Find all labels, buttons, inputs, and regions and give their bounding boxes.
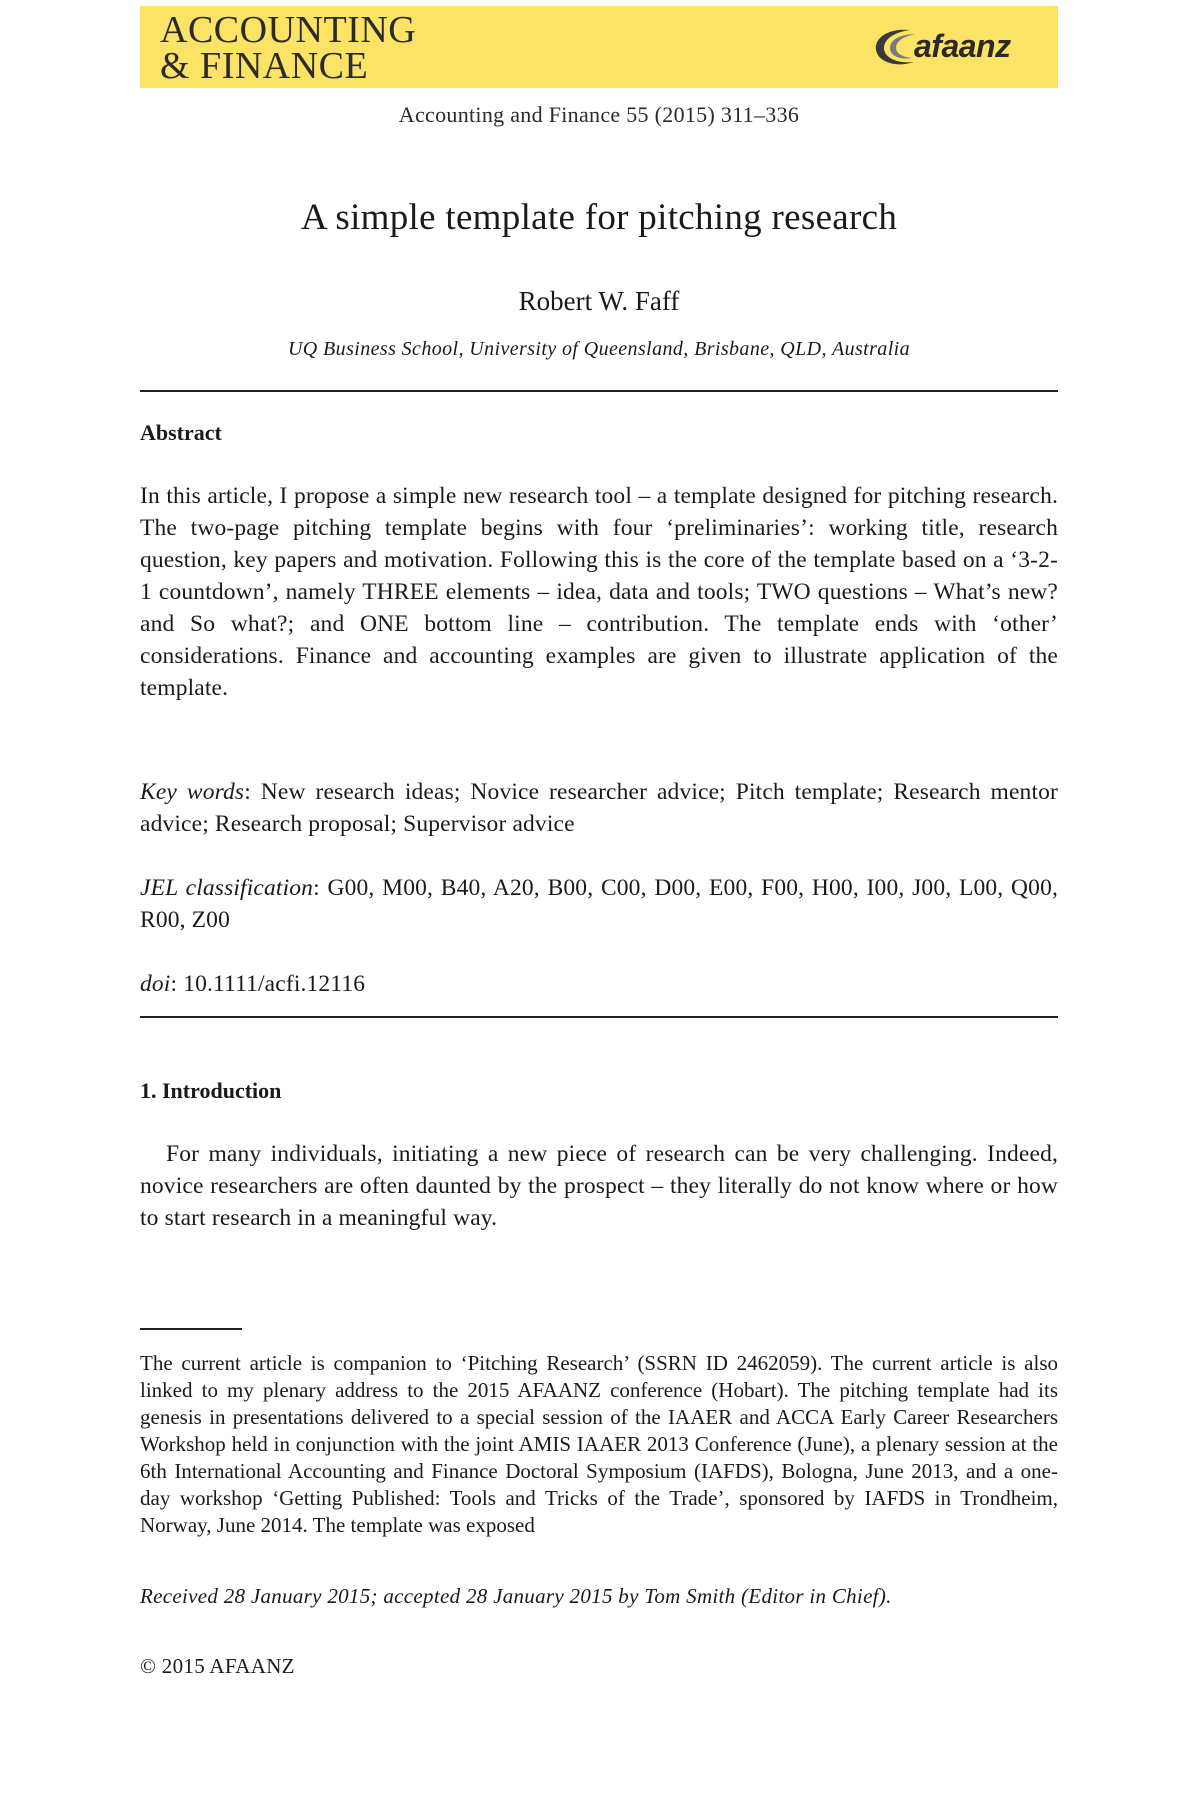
top-divider xyxy=(140,390,1058,392)
footnote: The current article is companion to ‘Pitching Research’ (SSRN ID 2462059). The current article is also linked to my plenary address to the 2015 AFAANZ conference (Hobart). The pitching template had its genesis in presentations delivered to a special session of the IAAER and ACCA Early Career Researchers Workshop held in conjunction with the joint AMIS IAAER 2013 Conference (June), a plenary session at the 6th International Accounting and Finance Doctoral Symposium (IAFDS), Bologna, June 2013, and a one-day workshop ‘Getting Published: Tools and Tricks of the Trade’, sponsored by IAFDS in Trondheim, Norway, June 2014. The template was exposed xyxy=(140,1351,1058,1537)
abstract-text: In this article, I propose a simple new research tool – a template designed for pitching research. The two-page pitching template begins with four ‘preliminaries’: working title, research question, key papers and motivation. Following this is the core of the template based on a ‘3-2-1 countdown’, namely THREE elements – idea, data and tools; TWO questions – What’s new? and So what?; and ONE bottom line – contribution. The template ends with ‘other’ considerations. Finance and accounting examples are given to illustrate application of the template. xyxy=(140,483,1058,701)
copyright: © 2015 AFAANZ xyxy=(140,1654,295,1678)
journal-banner xyxy=(140,6,1058,88)
keywords-label: Key words xyxy=(140,779,245,805)
keywords xyxy=(140,776,1058,840)
afaanz-logo xyxy=(870,24,1040,70)
logo-text: afaanz xyxy=(914,28,1011,64)
bottom-divider xyxy=(140,1016,1058,1018)
author-name: Robert W. Faff xyxy=(518,286,680,316)
journal-name-line1: ACCOUNTING xyxy=(160,9,417,51)
journal-reference: Accounting and Finance 55 (2015) 311–336 xyxy=(398,102,800,127)
author-affiliation: UQ Business School, University of Queensland, Brisbane, QLD, Australia xyxy=(287,338,911,360)
article-page xyxy=(140,0,1058,1800)
doi-label: doi xyxy=(140,971,171,997)
journal-name xyxy=(160,9,417,87)
introduction-heading: 1. Introduction xyxy=(140,1078,282,1103)
introduction-text: For many individuals, initiating a new piece of research can be very challenging. Indeed, novice researchers are often daunted by the prospect – they literally do not know where or how to start research in a meaningful way. xyxy=(140,1141,1058,1231)
article-title: A simple template for pitching research xyxy=(300,197,898,238)
footnote-divider xyxy=(140,1328,242,1330)
abstract-heading: Abstract xyxy=(140,420,222,445)
journal-name-line2: & FINANCE xyxy=(160,45,369,87)
doi xyxy=(140,968,1058,1000)
jel-label: JEL classification xyxy=(140,875,314,901)
jel-classification xyxy=(140,872,1058,936)
keywords-text: : New research ideas; Novice researcher advice; Pitch template; Research mentor advice; Research proposal; Supervisor advice xyxy=(140,779,1058,837)
jel-text: : G00, M00, B40, A20, B00, C00, D00, E00, F00, H00, I00, J00, L00, Q00, R00, Z00 xyxy=(140,875,1059,933)
doi-text: : 10.1111/acfi.12116 xyxy=(170,971,366,997)
received-dates: Received 28 January 2015; accepted 28 January 2015 by Tom Smith (Editor in Chief). xyxy=(140,1584,892,1608)
